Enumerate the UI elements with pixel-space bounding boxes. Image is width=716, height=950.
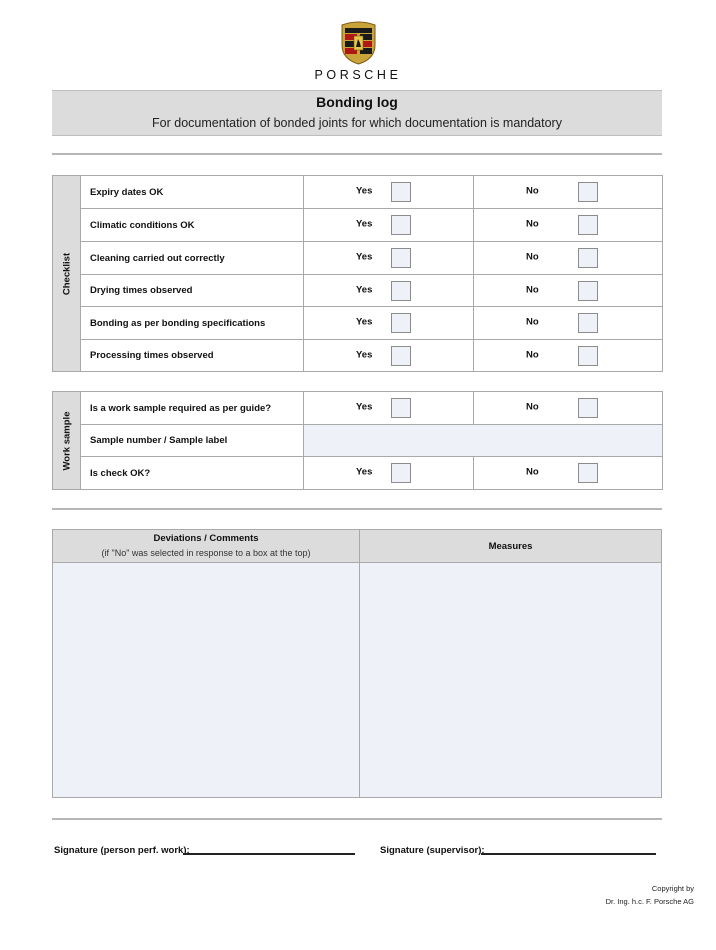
checklist-item-expiry: Expiry dates OK — [81, 176, 304, 209]
check-ok-question: Is check OK? — [81, 457, 304, 490]
no-checkbox[interactable] — [578, 346, 598, 366]
divider — [52, 818, 662, 820]
measures-header-title: Measures — [488, 541, 533, 552]
no-label: No — [526, 283, 539, 295]
yes-option — [304, 392, 474, 425]
no-option — [474, 176, 663, 209]
no-label: No — [526, 218, 539, 230]
no-label: No — [526, 185, 539, 197]
yes-option — [304, 457, 474, 490]
no-label: No — [526, 348, 539, 360]
deviations-header — [53, 530, 359, 563]
measures-header — [360, 530, 661, 563]
yes-checkbox[interactable] — [391, 248, 411, 268]
no-option — [474, 457, 663, 490]
yes-checkbox[interactable] — [391, 281, 411, 301]
sample-number-field[interactable] — [304, 425, 663, 457]
no-option — [474, 307, 663, 340]
yes-label: Yes — [356, 466, 373, 478]
deviations-header-note: (if "No" was selected in response to a box at the top) — [101, 548, 311, 558]
title-banner — [52, 90, 662, 136]
yes-label: Yes — [356, 283, 373, 295]
yes-label: Yes — [356, 251, 373, 263]
no-checkbox[interactable] — [578, 182, 598, 202]
no-label: No — [526, 316, 539, 328]
yes-checkbox[interactable] — [391, 182, 411, 202]
divider — [52, 508, 662, 510]
yes-label: Yes — [356, 401, 373, 413]
yes-label: Yes — [356, 316, 373, 328]
yes-option — [304, 242, 474, 275]
page-title: Bonding log — [316, 94, 398, 110]
no-label: No — [526, 466, 539, 478]
checklist-section-label: Checklist — [53, 176, 81, 372]
yes-checkbox[interactable] — [391, 215, 411, 235]
checklist-item-processing: Processing times observed — [81, 340, 304, 372]
yes-label: Yes — [356, 218, 373, 230]
checklist-item-bonding: Bonding as per bonding specifications — [81, 307, 304, 340]
work-sample-section-label: Work sample — [53, 392, 81, 490]
no-option — [474, 340, 663, 372]
no-option — [474, 242, 663, 275]
no-checkbox[interactable] — [578, 398, 598, 418]
yes-checkbox[interactable] — [391, 463, 411, 483]
checklist-item-drying: Drying times observed — [81, 275, 304, 307]
no-checkbox[interactable] — [578, 215, 598, 235]
yes-label: Yes — [356, 348, 373, 360]
measures-field[interactable] — [360, 563, 661, 797]
no-checkbox[interactable] — [578, 248, 598, 268]
page-subtitle: For documentation of bonded joints for which documentation is mandatory — [152, 116, 562, 130]
yes-checkbox[interactable] — [391, 346, 411, 366]
yes-checkbox[interactable] — [391, 398, 411, 418]
no-checkbox[interactable] — [578, 281, 598, 301]
work-sample-table — [52, 391, 663, 490]
no-label: No — [526, 251, 539, 263]
signature-supervisor-line[interactable] — [481, 853, 656, 855]
copyright-line1: Copyright by — [651, 884, 694, 893]
divider — [52, 153, 662, 155]
yes-option — [304, 176, 474, 209]
checklist-item-cleaning: Cleaning carried out correctly — [81, 242, 304, 275]
yes-option — [304, 307, 474, 340]
column-divider — [359, 530, 360, 797]
no-option — [474, 392, 663, 425]
yes-option — [304, 275, 474, 307]
no-checkbox[interactable] — [578, 463, 598, 483]
yes-label: Yes — [356, 185, 373, 197]
no-option — [474, 209, 663, 242]
checklist-item-climatic: Climatic conditions OK — [81, 209, 304, 242]
brand-wordmark: PORSCHE — [314, 68, 402, 82]
deviations-comments-field[interactable] — [53, 563, 359, 797]
no-checkbox[interactable] — [578, 313, 598, 333]
checklist-table — [52, 175, 663, 372]
work-sample-required-question: Is a work sample required as per guide? — [81, 392, 304, 425]
deviations-header-title: Deviations / Comments — [153, 533, 259, 544]
no-option — [474, 275, 663, 307]
signature-supervisor-label: Signature (supervisor): — [380, 845, 485, 856]
no-label: No — [526, 401, 539, 413]
signature-person-label: Signature (person perf. work): — [54, 845, 190, 856]
deviations-measures-panel — [52, 529, 662, 798]
yes-checkbox[interactable] — [391, 313, 411, 333]
copyright-line2: Dr. Ing. h.c. F. Porsche AG — [605, 897, 694, 906]
porsche-crest-logo — [340, 19, 377, 65]
sample-number-label: Sample number / Sample label — [81, 425, 304, 457]
yes-option — [304, 340, 474, 372]
yes-option — [304, 209, 474, 242]
signature-person-line[interactable] — [183, 853, 355, 855]
